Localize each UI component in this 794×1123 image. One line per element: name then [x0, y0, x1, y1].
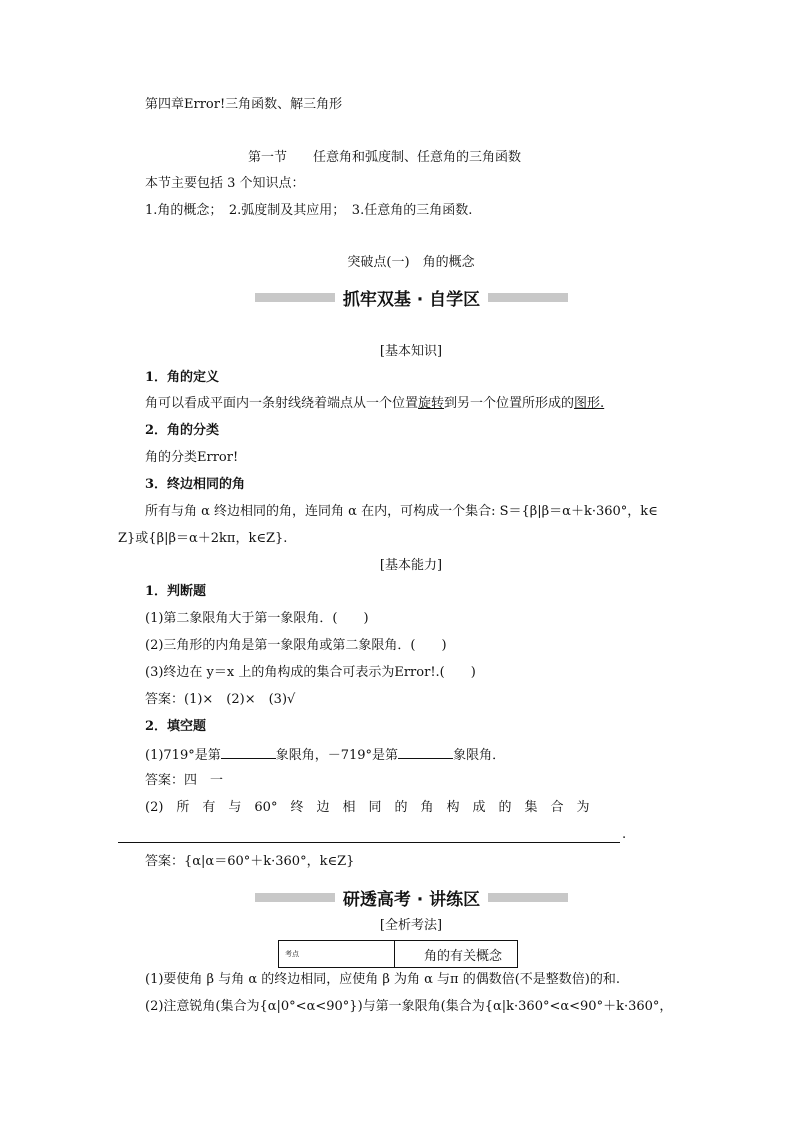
banner-text: 研透高考 · 讲练区	[342, 889, 481, 910]
k3-heading: 3．终边相同的角	[145, 477, 246, 492]
topic-box-small-label: 考点	[285, 950, 299, 958]
banner-text: 抓牢双基 · 自学区	[342, 289, 481, 310]
k1-underline-figure: 图形.	[574, 396, 605, 411]
topic-box-title: 角的有关概念	[424, 949, 503, 964]
a2-q1-c: 象限角．	[453, 748, 506, 763]
intro-line: 本节主要包括 3 个知识点：	[145, 176, 305, 191]
breakthrough-title: 突破点(一) 角的概念	[347, 255, 475, 270]
k3-text-2: Z}或{β|β＝α＋2kπ，k∈Z}.	[118, 531, 288, 546]
a2-answer1: 答案：四 一	[145, 773, 224, 788]
a2-answer2: 答案：{α|α＝60°＋k·360°，k∈Z}	[145, 854, 355, 869]
topic-box	[278, 940, 518, 968]
a2-q1-a: (1)719°是第	[145, 748, 221, 763]
k1-text	[145, 395, 604, 413]
k3-text-1: 所有与角 α 终边相同的角，连同角 α 在内，可构成一个集合: S＝{β|β＝α＋k·360°，k∈	[145, 504, 658, 519]
knowledge-points: 1.角的概念； 2.弧度制及其应用； 3.任意角的三角函数.	[145, 203, 473, 218]
k1-underline-rotate: 旋转	[418, 396, 445, 411]
answer-blank-long[interactable]	[118, 842, 620, 843]
section-title: 第一节 任意角和弧度制、任意角的三角函数	[248, 150, 522, 165]
a2-q2-end: .	[622, 827, 627, 842]
self-study-banner	[255, 286, 568, 308]
banner-bar-left	[255, 893, 335, 902]
a1-q2: (2)三角形的内角是第一象限角或第二象限角．( )	[145, 638, 447, 653]
k2-text: 角的分类Error!	[145, 450, 239, 465]
basic-knowledge-label: [基本知识]	[379, 344, 443, 359]
k1-text-a: 角可以看成平面内一条射线绕着端点从一个位置	[145, 396, 419, 411]
k2-heading: 2．角的分类	[145, 423, 220, 438]
method-label: [全析考法]	[379, 918, 443, 933]
method-1: (1)要使角 β 与角 α 的终边相同，应使角 β 为角 α 与π 的偶数倍(不是整数倍)的和.	[145, 972, 621, 987]
a1-q3: (3)终边在 y＝x 上的角构成的集合可表示为Error!.( )	[145, 665, 476, 680]
answer-blank-2[interactable]	[398, 745, 453, 759]
a2-q2: (2) 所 有 与 60° 终 边 相 同 的 角 构 成 的 集 合 为	[145, 800, 590, 815]
answer-blank-1[interactable]	[221, 745, 276, 759]
a1-answer: 答案：(1)× (2)× (3)√	[145, 692, 296, 707]
practice-banner	[255, 886, 568, 908]
chapter-title: 第四章Error!三角函数、解三角形	[145, 97, 343, 112]
banner-bar-left	[255, 293, 335, 302]
topic-box-divider	[394, 941, 395, 967]
a2-q1	[145, 745, 505, 765]
a1-heading: 1．判断题	[145, 584, 207, 599]
k1-heading: 1．角的定义	[145, 370, 220, 385]
k1-text-b: 到另一个位置所形成的	[444, 396, 575, 411]
banner-bar-right	[488, 293, 568, 302]
a2-heading: 2．填空题	[145, 719, 207, 734]
a2-q1-b: 象限角，－719°是第	[275, 748, 399, 763]
banner-bar-right	[488, 893, 568, 902]
method-2: (2)注意锐角(集合为{α|0°<α<90°})与第一象限角(集合为{α|k·360°<α<90°＋k·360°，	[145, 999, 673, 1014]
basic-ability-label: [基本能力]	[379, 558, 443, 573]
a1-q1: (1)第二象限角大于第一象限角．( )	[145, 611, 369, 626]
